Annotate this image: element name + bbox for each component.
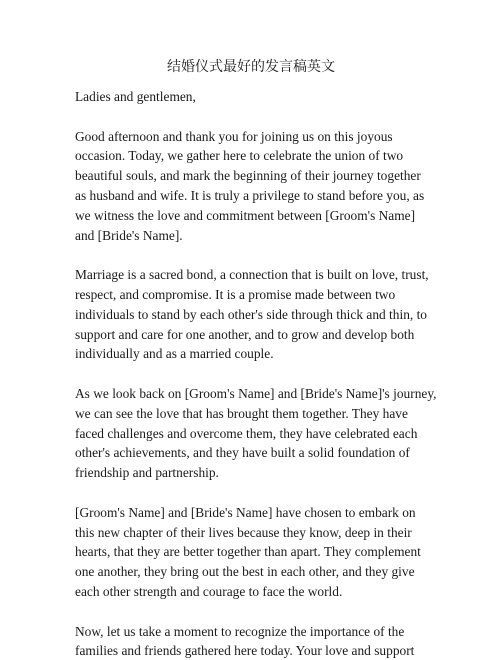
text-line: this new chapter of their lives because they know, deep in their: [75, 525, 412, 540]
text-line: As we look back on [Groom's Name] and [Bride's Name]'s journey,: [75, 386, 437, 401]
text-line: Now, let us take a moment to recognize the importance of the: [75, 624, 405, 639]
text-line: Marriage is a sacred bond, a connection that is built on love, trust,: [75, 267, 429, 282]
text-line: Good afternoon and thank you for joining us on this joyous: [75, 129, 393, 144]
text-line: beautiful souls, and mark the beginning of their journey together: [75, 168, 421, 183]
text-line: other's achievements, and they have built a solid foundation of: [75, 445, 410, 460]
text-line: individually and as a married couple.: [75, 346, 274, 361]
text-line: occasion. Today, we gather here to celebrate the union of two: [75, 148, 404, 163]
text-line: respect, and compromise. It is a promise made between two: [75, 287, 396, 302]
text-line: individuals to stand by each other's side through thick and thin, to: [75, 307, 428, 322]
text-line: we witness the love and commitment between [Groom's Name]: [75, 208, 416, 223]
text-line: one another, they bring out the best in each other, and they give: [75, 564, 415, 579]
text-line: faced challenges and overcome them, they have celebrated each: [75, 426, 418, 441]
text-line: hearts, that they are better together than apart. They complement: [75, 544, 421, 559]
text-line: and [Bride's Name].: [75, 228, 183, 243]
text-line: as husband and wife. It is truly a privilege to stand before you, as: [75, 188, 425, 203]
text-line: each other strength and courage to face the world.: [75, 584, 343, 599]
text-line: we can see the love that has brought them together. They have: [75, 406, 408, 421]
text-line: families and friends gathered here today. Your love and support: [75, 643, 415, 658]
text-line: Ladies and gentlemen,: [75, 89, 196, 104]
text-line: [Groom's Name] and [Bride's Name] have chosen to embark on: [75, 505, 416, 520]
text-line: support and care for one another, and to grow and develop both: [75, 327, 415, 342]
text-line: friendship and partnership.: [75, 465, 219, 480]
document-title: 结婚仪式最好的发言稿英文: [167, 60, 335, 75]
